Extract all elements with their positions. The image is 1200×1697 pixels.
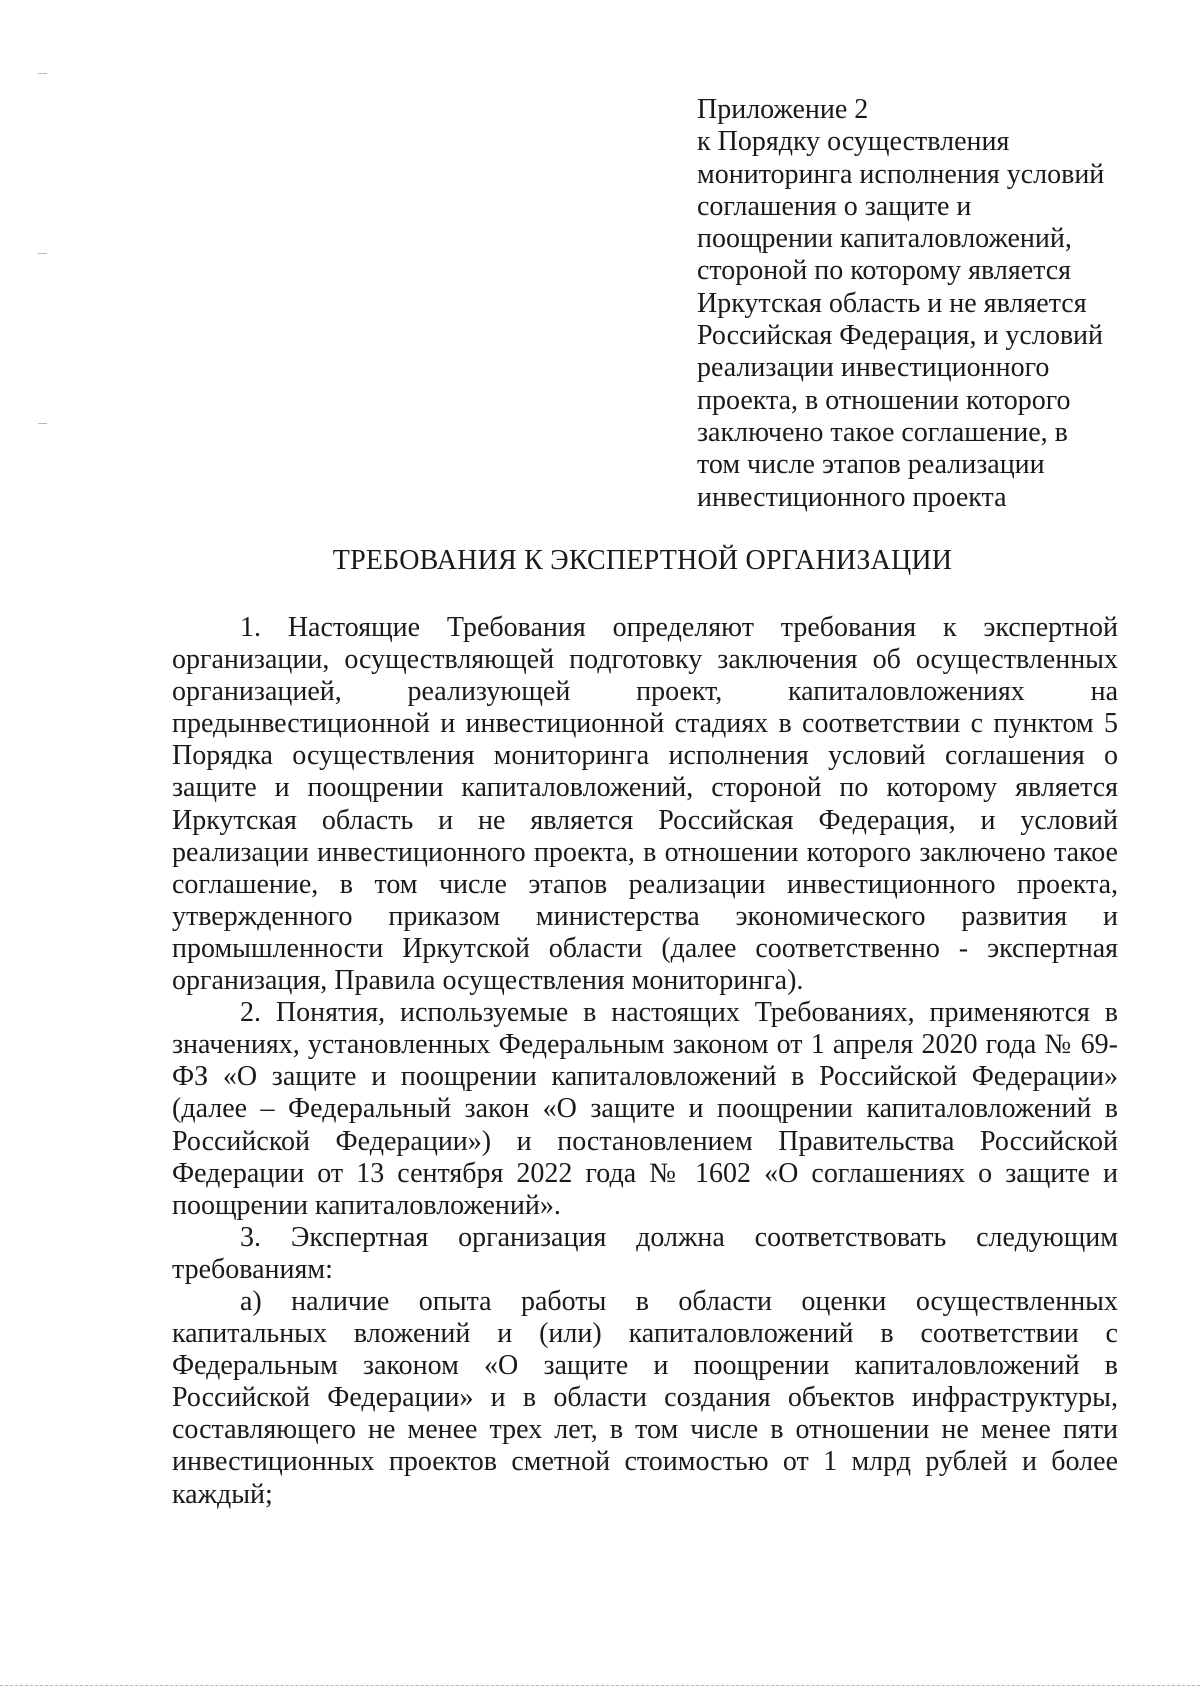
- paragraph-1: 1. Настоящие Требования определяют требования к экспертной организации, осуществляющей подготовку заключения об осуществленных организацией, реализующей проект, капиталовложениях на предынвестиционной и инвестиционной стадиях в соответствии с пунктом 5 Порядка осуществления мониторинга исполнения условий соглашения о защите и поощрении капиталовложений, стороной по которому является Иркутская область и не является Российская Федерация, и условий реализации инвестиционного проекта, в отношении которого заключено такое соглашение, в том числе этапов реализации инвестиционного проекта, утвержденного приказом министерства экономического развития и промышленности Иркутской области (далее соответственно - экспертная организация, Правила осуществления мониторинга).: [172, 612, 1118, 997]
- paragraph-3a: а) наличие опыта работы в области оценки осуществленных капитальных вложений и (или) капиталовложений в соответствии с Федеральным законом «О защите и поощрении капиталовложений в Российской Федерации» и в области создания объектов инфраструктуры, составляющего не менее трех лет, в том числе в отношении не менее пяти инвестиционных проектов сметной стоимостью от 1 млрд рублей и более каждый;: [172, 1285, 1118, 1510]
- document-title: ТРЕБОВАНИЯ К ЭКСПЕРТНОЙ ОРГАНИЗАЦИИ: [332, 545, 953, 576]
- appendix-line: проекта, в отношении которого: [697, 384, 1071, 416]
- appendix-line: мониторинга исполнения условий: [697, 158, 1105, 190]
- appendix-line: заключено такое соглашение, в: [697, 416, 1068, 448]
- appendix-line: реализации инвестиционного: [697, 352, 1050, 384]
- appendix-line: стороной по которому является: [697, 255, 1072, 287]
- scan-mark: [38, 73, 47, 77]
- appendix-header: [697, 94, 1127, 514]
- appendix-line: поощрении капиталовложений,: [697, 223, 1072, 255]
- appendix-line: Приложение 2: [697, 94, 869, 125]
- appendix-line: том числе этапов реализации: [697, 449, 1045, 481]
- scan-mark: [38, 253, 47, 257]
- paragraph-2: 2. Понятия, используемые в настоящих Требованиях, применяются в значениях, установленных Федеральным законом от 1 апреля 2020 года № 69-ФЗ «О защите и поощрении капиталовложений в Российской Федерации» (далее – Федеральный закон «О защите и поощрении капиталовложений в Российской Федерации») и постановлением Правительства Российской Федерации от 13 сентября 2022 года № 1602 «О соглашениях о защите и поощрении капиталовложений».: [172, 997, 1118, 1221]
- appendix-line: к Порядку осуществления: [697, 126, 1010, 158]
- scan-mark: [38, 423, 47, 427]
- paragraph-3: 3. Экспертная организация должна соответствовать следующим требованиям:: [172, 1221, 1118, 1285]
- document-body: [172, 612, 1118, 1511]
- appendix-line: соглашения о защите и: [697, 190, 972, 222]
- appendix-line: инвестиционного проекта: [697, 481, 1007, 513]
- scan-bottom-edge: [0, 1685, 1200, 1686]
- appendix-line: Российская Федерация, и условий: [697, 320, 1104, 352]
- appendix-line: Иркутская область и не является: [697, 287, 1087, 319]
